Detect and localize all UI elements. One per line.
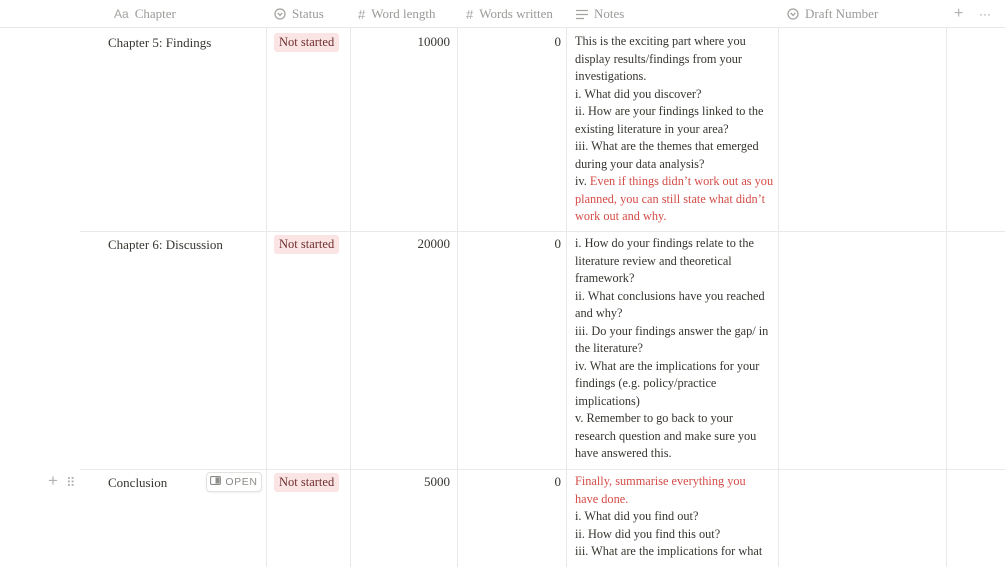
column-divider xyxy=(266,28,267,567)
notes-line: ii. How are your findings linked to the xyxy=(575,104,764,118)
open-panel-icon xyxy=(210,476,221,488)
notes-line: iv. What are the implications for your xyxy=(575,358,760,373)
notes-line: work out and why. xyxy=(575,209,667,223)
column-divider xyxy=(778,28,779,567)
word-length-value[interactable]: 5000 xyxy=(424,474,450,489)
status-badge[interactable]: Not started xyxy=(274,33,339,52)
column-divider xyxy=(350,28,351,567)
open-page-button[interactable]: OPEN xyxy=(206,472,262,492)
notes-line: This is the exciting part where you xyxy=(575,34,746,48)
notes-line: investigations. xyxy=(575,69,647,83)
notes-line: have done. xyxy=(575,491,629,506)
notes-highlight: Even if things didn’t work out as you xyxy=(589,174,774,188)
drag-handle-icon: ⠿ xyxy=(66,475,76,490)
column-header-draft-number[interactable]: Draft Number xyxy=(787,0,878,28)
notes-line: framework? xyxy=(575,271,635,285)
notes-line: iii. What are the implications for what xyxy=(575,544,763,558)
notes-line: i. How do your findings relate to the xyxy=(575,236,754,250)
column-divider xyxy=(566,28,567,567)
notes-line: and why? xyxy=(575,306,623,320)
words-written-value[interactable]: 0 xyxy=(554,236,561,251)
notes-line: during your data analysis? xyxy=(575,156,705,171)
status-badge[interactable]: Not started xyxy=(274,473,339,492)
column-divider xyxy=(457,28,458,567)
column-header-words-written[interactable]: # Words written xyxy=(466,6,553,22)
chapter-title[interactable]: Conclusion xyxy=(108,475,168,490)
notes-line: i. What did you discover? xyxy=(575,86,702,101)
add-column-button[interactable] xyxy=(954,0,963,28)
add-row-button[interactable] xyxy=(48,471,58,491)
row-divider xyxy=(80,231,1005,232)
words-written-value[interactable]: 0 xyxy=(554,474,561,489)
words-written-value[interactable]: 0 xyxy=(554,34,561,49)
drag-handle[interactable] xyxy=(66,475,76,491)
notes-line: ii. How did you find this out? xyxy=(575,526,721,541)
notes-prefix: iv. xyxy=(575,174,590,188)
number-icon: # xyxy=(358,6,366,22)
notes-cell[interactable] xyxy=(575,33,775,226)
notes-line: iii. Do your findings answer the gap/ in xyxy=(575,323,769,338)
notes-line: implications) xyxy=(575,393,640,408)
notes-line: have answered this. xyxy=(575,446,672,460)
aa-text-icon: Aa xyxy=(114,7,129,21)
notes-line: literature review and theoretical xyxy=(575,253,732,268)
column-header-word-length[interactable]: # Word length xyxy=(358,6,436,22)
notes-line: ii. What conclusions have you reached xyxy=(575,288,765,303)
notes-line: research question and make sure you xyxy=(575,428,757,443)
notes-cell[interactable] xyxy=(575,235,775,463)
more-options-button[interactable] xyxy=(979,0,991,28)
column-divider xyxy=(946,28,947,567)
number-icon: # xyxy=(466,6,474,22)
lines-icon xyxy=(576,9,588,20)
row-divider xyxy=(80,469,1005,470)
chapter-title[interactable]: Chapter 5: Findings xyxy=(108,35,212,50)
more-icon: ··· xyxy=(979,7,991,21)
notes-cell[interactable] xyxy=(575,473,775,561)
notes-line: display results/findings from your xyxy=(575,51,743,66)
notes-line: planned, you can still state what didn’t xyxy=(575,191,765,206)
plus-icon: + xyxy=(954,5,964,22)
notes-line: findings (e.g. policy/practice xyxy=(575,376,717,390)
notes-line xyxy=(575,173,775,191)
column-header-chapter[interactable]: Aa Chapter xyxy=(114,6,176,21)
word-length-value[interactable]: 20000 xyxy=(417,236,450,251)
table-header xyxy=(0,0,1005,28)
notes-line: existing literature in your area? xyxy=(575,121,729,136)
notes-line: v. Remember to go back to your xyxy=(575,411,733,425)
word-length-value[interactable]: 10000 xyxy=(417,34,450,49)
notes-line: Finally, summarise everything you xyxy=(575,474,746,488)
plus-icon: + xyxy=(48,471,58,490)
chapter-title[interactable]: Chapter 6: Discussion xyxy=(108,237,223,252)
select-circle-icon xyxy=(787,8,799,20)
column-header-notes[interactable]: Notes xyxy=(576,0,624,28)
notes-line: i. What did you find out? xyxy=(575,509,699,523)
column-header-status[interactable]: Status xyxy=(274,0,324,28)
select-circle-icon xyxy=(274,8,286,20)
notes-line: iii. What are the themes that emerged xyxy=(575,139,759,153)
status-badge[interactable]: Not started xyxy=(274,235,339,254)
notes-line: the literature? xyxy=(575,341,643,355)
